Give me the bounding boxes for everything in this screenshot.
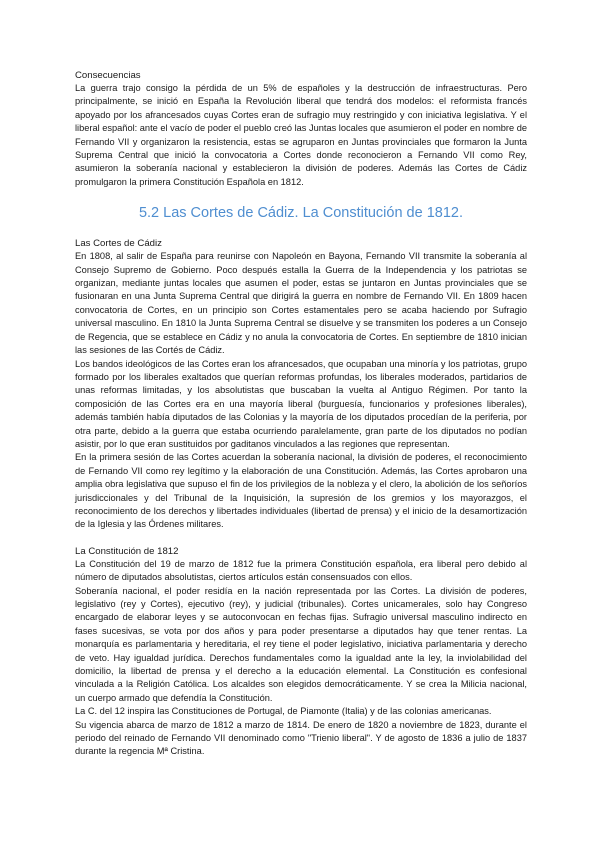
section-label-consecuencias: Consecuencias [75, 70, 141, 81]
paragraph-cortes-2: Los bandos ideológicos de las Cortes eran los afrancesados, que ocupaban una minoría y los patriotas, grupo formado por los liberales exaltados que querían reformas profundas, los liberales moderados, partidarios de unas reformas limitadas, y los absolutistas que buscaban la vuelta al Antiguo Régimen. Por tanto la composición de las Cortes era en una mayoría liberal (burguesía, funcionarios y profesiones liberales), además también había diputados de las Colonias y la mayoría de los diputados procedían de la periferia, por otra parte, debido a la guerra que estaba ocurriendo paralelamente, gran parte de los diputados no podían asistir, por lo que eran sustituidos por gaditanos vinculados a las regiones que representan. [75, 358, 527, 449]
paragraph-constitucion-2: Soberanía nacional, el poder residía en la nación representada por las Cortes. La división de poderes, legislativo (rey y Cortes), ejecutivo (rey), y judicial (tribunales). Cortes unicamerales, solo hay Congreso encargado de elaborar leyes y se autoconvocan en fechas fijas. Sufragio universal masculino indirecto en fases sucesivas, se vota por dos años y para poder presentarse a diputados hay que tener rentas. La monarquía es parlamentaria y hereditaria, el rey tiene el poder legislativo, iniciativa parlamentaria y derecho de veto. Hay igualdad jurídica. Derechos fundamentales como la igualdad ante la ley, la inviolabilidad del domicilio, la libertad de prensa y el derecho a la educación elemental. La Constitución es confesional vinculada a la Religión Católica. Los alcaldes son elegidos democráticamente. Y se crea la Milicia nacional, un cuerpo armado que defendía la Constitución. [75, 585, 527, 703]
section-label-constitucion: La Constitución de 1812 [75, 545, 179, 557]
paragraph-cortes-3: En la primera sesión de las Cortes acuerdan la soberanía nacional, la división de poderes, el reconocimiento de Fernando VII como rey legítimo y la elaboración de una Constitución. Además, las Cortes aprobaron una amplia obra legislativa que supuso el fin de los privilegios de la nobleza y el clero, la abolición de los señoríos jurisdiccionales y del Tribunal de la Inquisición, la supresión de los gremios y los mayorazgos, el reconocimiento de los derechos y libertades individuales (libertad de prensa) y el inicio de la desamortización de la Iglesia y las Órdenes militares. [75, 452, 527, 530]
paragraph-constitucion-4: Su vigencia abarca de marzo de 1812 a marzo de 1814. De enero de 1820 a noviembre de 1823, durante el periodo del reinado de Fernando VII denominado como "Trienio liberal". Y de agosto de 1836 a julio de 1837 durante la regencia Mª Cristina. [75, 719, 527, 757]
paragraph-consecuencias: La guerra trajo consigo la pérdida de un 5% de españoles y la destrucción de infraestructuras. Pero principalmente, se inició en España la Revolución liberal que tendrá dos modelos: el reformista francés apoyado por los afrancesados cuyas Cortes eran de sufragio muy restringido y con iniciativa legislativa. Y el liberal español: ante el vacío de poder el pueblo creó las Juntas locales que asumieron el poder en nombre de Fernando VII y organizaron la resistencia, estas se agruparon en Juntas provinciales que formaron la Junta Suprema Central que inició la convocatoria a Cortes donde reconocieron a Fernando VII como Rey, asumieron la soberanía nacional y establecieron la división de poderes. Además las Cortes de Cádiz promulgaron la primera Constitución Española en 1812. [75, 83, 527, 187]
paragraph-cortes-1: En 1808, al salir de España para reunirse con Napoleón en Bayona, Fernando VII transmite la soberanía al Consejo Supremo de Gobierno. Poco después estalla la Guerra de la Independencia y los patriotas se organizan, mediante juntas locales que asumen el poder, estas se juntaron en Juntas provinciales que se fusionaran en una Junta Suprema Central que dirigirá la guerra en nombre de Fernando VII. En 1809 hacen convocatoria de Cortes, en un principio son Cortes estamentales pero se acaba haciendo por Sufragio universal masculino. En 1810 la Junta Suprema Central se disuelve y se transmiten los poderes a un Consejo de Regencia, que se establece en Cádiz y no anula la convocatoria de Cortes. En septiembre de 1810 inician las sesiones de las Cortés de Cádiz. [75, 251, 527, 356]
document-content [75, 69, 527, 759]
spacer [75, 532, 527, 545]
section-heading: 5.2 Las Cortes de Cádiz. La Constitución de 1812. [138, 205, 464, 222]
paragraph-constitucion-1: La Constitución del 19 de marzo de 1812 fue la primera Constitución española, era liberal pero debido al número de diputados absolutistas, ciertos artículos están consensuados con ellos. [75, 558, 527, 583]
section-label-cortes: Las Cortes de Cádiz [75, 238, 162, 250]
paragraph-constitucion-3: La C. del 12 inspira las Constituciones de Portugal, de Piamonte (Italia) y de las colonias americanas. [75, 706, 492, 717]
